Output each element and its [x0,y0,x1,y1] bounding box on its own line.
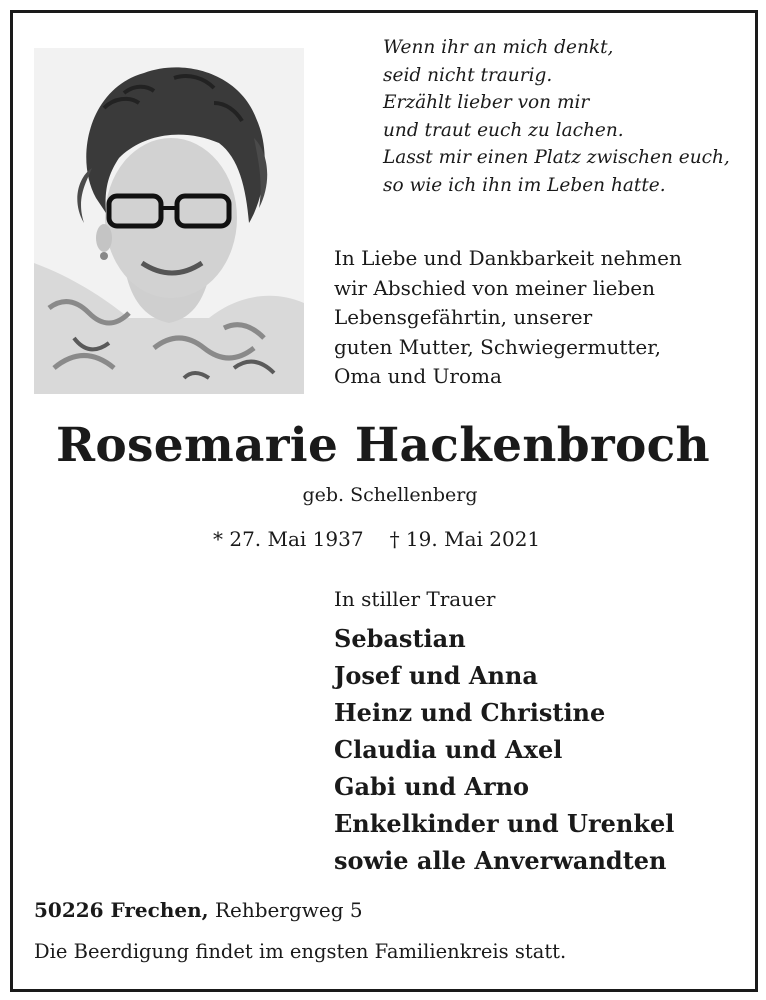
list-item: Gabi und Arno [334,772,530,801]
list-item: Enkelkinder und Urenkel [334,809,675,838]
poem-line: so wie ich ihn im Leben hatte. [383,174,666,196]
poem-line: Lasst mir einen Platz zwischen euch, [383,147,730,168]
farewell-line: Oma und Uroma [334,364,502,388]
maiden-name: geb. Schellenberg [302,484,478,506]
farewell-line: In Liebe und Dankbarkeit nehmen [334,246,682,270]
list-item: Heinz und Christine [334,698,606,727]
poem-line: Erzählt lieber von mir [383,92,590,113]
mourning-heading: In stiller Trauer [334,587,496,611]
life-dates [213,525,540,553]
memorial-poem [383,34,730,199]
farewell-line: guten Mutter, Schwiegermutter, [334,334,661,359]
portrait-photo [34,48,304,394]
birth-date: * 27. Mai 1937 [213,527,364,551]
poem-line: seid nicht traurig. [383,64,553,86]
mourner-list [334,620,674,879]
deceased-name: Rosemarie Hackenbroch [55,418,711,473]
farewell-text [334,244,682,392]
address [34,896,363,924]
address-city: 50226 Frechen, [34,898,209,922]
funeral-note: Die Beerdigung findet im engsten Familienkreis statt. [34,940,567,963]
list-item: Sebastian [334,624,466,653]
list-item: Claudia und Axel [334,735,563,764]
poem-line: Wenn ihr an mich denkt, [383,37,614,58]
death-date: † 19. Mai 2021 [389,527,541,551]
address-street: Rehbergweg 5 [214,898,363,922]
farewell-line: Lebensgefährtin, unserer [334,305,593,329]
farewell-line: wir Abschied von meiner lieben [334,275,655,300]
poem-line: und traut euch zu lachen. [383,119,624,141]
list-item: sowie alle Anverwandten [334,846,667,875]
list-item: Josef und Anna [334,661,538,690]
